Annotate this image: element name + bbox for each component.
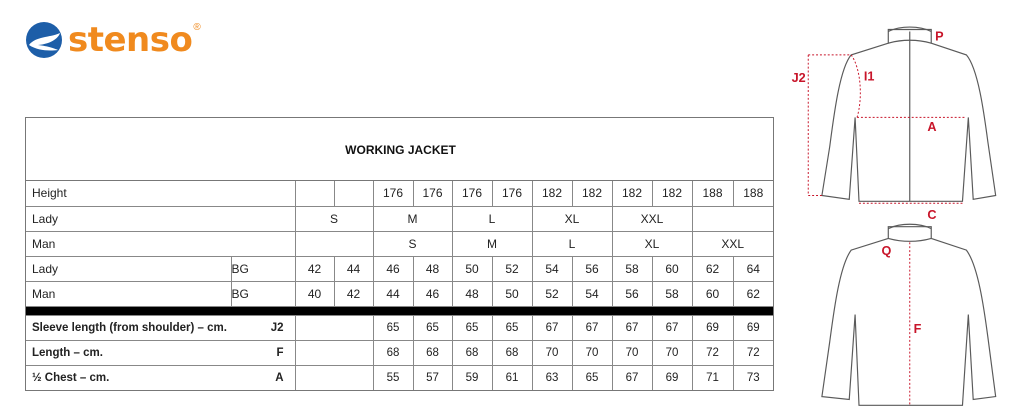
bg-size-cell: 56 (612, 281, 652, 306)
size-cell: M (373, 206, 452, 231)
label-q: Q (881, 244, 892, 259)
size-cell: L (532, 231, 612, 256)
bg-label: BG (231, 281, 295, 306)
measure-cell: 68 (452, 340, 492, 365)
bg-size-cell: 62 (733, 281, 773, 306)
measure-cell: 65 (572, 365, 612, 390)
measure-cell (295, 340, 373, 365)
height-cell: 176 (492, 181, 532, 206)
bg-size-cell: 56 (572, 256, 612, 281)
measure-cell: 55 (373, 365, 413, 390)
size-grid (26, 181, 773, 390)
measure-cell: 65 (492, 315, 532, 340)
bg-size-cell: 44 (334, 256, 373, 281)
bg-size-cell: 40 (295, 281, 334, 306)
height-cell: 182 (612, 181, 652, 206)
row-label: Lady (26, 206, 295, 231)
height-cell (295, 181, 334, 206)
i1-line (851, 55, 860, 117)
measure-label (26, 365, 295, 390)
measure-code: F (276, 346, 284, 359)
stenso-logo (24, 20, 201, 64)
height-cell: 176 (373, 181, 413, 206)
stenso-logo-icon (24, 20, 64, 60)
measure-cell: 67 (572, 315, 612, 340)
row-label: Height (26, 181, 295, 206)
size-chart-title-row (26, 118, 773, 181)
measure-text: Length – cm. (32, 346, 103, 359)
bg-size-cell: 48 (452, 281, 492, 306)
size-cell (692, 206, 773, 231)
measure-cell: 72 (692, 340, 733, 365)
height-cell: 188 (733, 181, 773, 206)
measure-cell: 57 (413, 365, 452, 390)
measure-cell: 65 (413, 315, 452, 340)
back-jacket-outline (822, 227, 996, 406)
bg-size-cell: 46 (373, 256, 413, 281)
man-size-row (26, 231, 773, 256)
row-label: Man (26, 231, 295, 256)
measure-cell: 67 (652, 315, 692, 340)
bg-size-cell: 62 (692, 256, 733, 281)
bg-size-cell: 52 (492, 256, 532, 281)
height-cell: 182 (652, 181, 692, 206)
bg-label: BG (231, 256, 295, 281)
measure-cell: 70 (652, 340, 692, 365)
size-cell: S (373, 231, 452, 256)
separator-bar-fill (26, 306, 773, 315)
brand-name: stenso (68, 20, 193, 60)
height-cell (334, 181, 373, 206)
bg-size-cell: 58 (652, 281, 692, 306)
measure-text: Sleeve length (from shoulder) – cm. (32, 321, 227, 334)
measure-cell: 70 (612, 340, 652, 365)
chest-row (26, 365, 773, 390)
label-p: P (935, 29, 944, 44)
registered-mark: ® (193, 22, 201, 33)
label-c: C (927, 207, 937, 222)
sleeve-row (26, 315, 773, 340)
measure-cell: 65 (452, 315, 492, 340)
bg-size-cell: 60 (652, 256, 692, 281)
height-cell: 176 (452, 181, 492, 206)
measure-code: J2 (270, 321, 284, 334)
bg-size-cell: 46 (413, 281, 452, 306)
bg-size-cell: 50 (452, 256, 492, 281)
measure-label (26, 340, 295, 365)
measure-cell: 71 (692, 365, 733, 390)
size-cell: XXL (692, 231, 773, 256)
label-f: F (913, 322, 922, 337)
measure-code: A (275, 371, 284, 384)
size-cell: XXL (612, 206, 692, 231)
height-row (26, 181, 773, 206)
measure-cell: 68 (373, 340, 413, 365)
size-cell: L (452, 206, 532, 231)
measure-label (26, 315, 295, 340)
measure-cell: 70 (572, 340, 612, 365)
measure-cell: 63 (532, 365, 572, 390)
measure-cell: 68 (492, 340, 532, 365)
height-cell: 182 (532, 181, 572, 206)
height-cell: 182 (572, 181, 612, 206)
size-cell: S (295, 206, 373, 231)
measure-text: ½ Chest – cm. (32, 371, 110, 384)
measure-cell: 68 (413, 340, 452, 365)
lady-bg-row (26, 256, 773, 281)
bg-size-cell: 58 (612, 256, 652, 281)
bg-size-cell: 60 (692, 281, 733, 306)
measure-cell: 59 (452, 365, 492, 390)
measure-cell: 67 (532, 315, 572, 340)
size-cell: XL (612, 231, 692, 256)
back-jacket (822, 224, 996, 405)
measure-cell: 70 (532, 340, 572, 365)
size-chart (25, 117, 774, 391)
row-label: Man (26, 281, 231, 306)
front-jacket (822, 27, 996, 201)
size-cell (295, 231, 373, 256)
label-a: A (927, 120, 937, 135)
measure-cell: 65 (373, 315, 413, 340)
bg-size-cell: 64 (733, 256, 773, 281)
measure-cell (295, 365, 373, 390)
bg-size-cell: 52 (532, 281, 572, 306)
height-cell: 176 (413, 181, 452, 206)
jacket-diagram (780, 10, 1020, 419)
measure-cell: 69 (692, 315, 733, 340)
measure-cell: 72 (733, 340, 773, 365)
bg-size-cell: 44 (373, 281, 413, 306)
bg-size-cell: 42 (334, 281, 373, 306)
man-bg-row (26, 281, 773, 306)
measure-cell: 61 (492, 365, 532, 390)
bg-size-cell: 48 (413, 256, 452, 281)
bg-size-cell: 42 (295, 256, 334, 281)
measure-cell: 73 (733, 365, 773, 390)
bg-size-cell: 50 (492, 281, 532, 306)
size-cell: XL (532, 206, 612, 231)
height-cell: 188 (692, 181, 733, 206)
bg-size-cell: 54 (572, 281, 612, 306)
measure-cell: 69 (733, 315, 773, 340)
separator-bar (26, 306, 773, 315)
length-row (26, 340, 773, 365)
bg-size-cell: 54 (532, 256, 572, 281)
size-cell: M (452, 231, 532, 256)
row-label: Lady (26, 256, 231, 281)
measure-cell: 69 (652, 365, 692, 390)
measure-cell: 67 (612, 315, 652, 340)
measure-cell (295, 315, 373, 340)
label-i1: I1 (863, 69, 875, 84)
size-chart-title: WORKING JACKET (345, 143, 456, 157)
label-j2: J2 (791, 71, 806, 86)
measure-cell: 67 (612, 365, 652, 390)
lady-size-row (26, 206, 773, 231)
